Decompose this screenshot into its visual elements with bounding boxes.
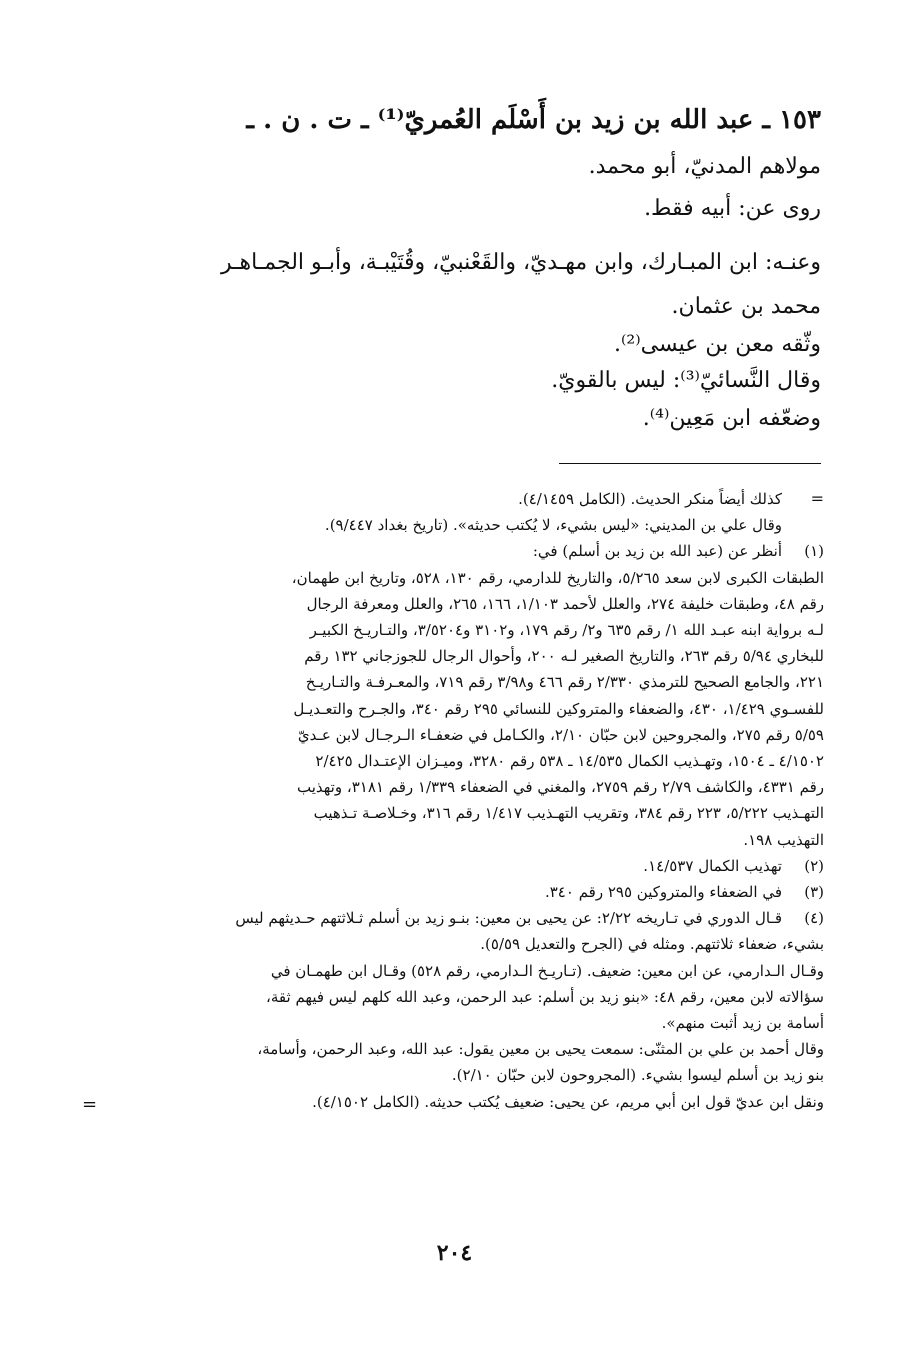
entry-line: وثّقه معن بن عيسى⁽²⁾. bbox=[613, 332, 821, 357]
footnote-line: رقم ٤٣٣١، والكاشف ٢/٧٩ رقم ٢٧٥٩، والمغني في الضعفاء ١/٣٣٩ رقم ٣١٨١، وتهذيب bbox=[296, 778, 824, 797]
footnote-line: ٥/٥٩ رقم ٢٧٥، والمجروحين لابن حبّان ٢/١٠، والكـامل في ضعفـاء الـرجـال لابن عـديّ bbox=[297, 725, 824, 744]
entry-line: وقال النَّسائيّ⁽³⁾: ليس بالقويّ. bbox=[551, 368, 821, 393]
footnote-line: الطبقات الكبرى لابن سعد ٥/٢٦٥، والتاريخ للدارمي، رقم ١٣٠، ٥٢٨، وتاريخ ابن طهمان، bbox=[291, 568, 824, 587]
footnote-number: (١) bbox=[804, 542, 824, 561]
footnote-line: للبخاري ٥/٩٤ رقم ٢٦٣، والتاريخ الصغير لـه ٢٠٠، وأحوال الرجال للجوزجاني ١٣٢ رقم bbox=[304, 647, 824, 666]
footnote-line: سؤالاته لابن معين، رقم ٤٨: «بنو زيد بن أسلم: عبد الرحمن، وعبد الله كلهم ليس فيهم ثقة، bbox=[266, 987, 824, 1006]
footnote-number: (٤) bbox=[804, 909, 824, 928]
footnote-line: كذلك أيضاً منكر الحديث. (الكامل ٤/١٤٥٩). bbox=[518, 490, 782, 508]
footnote-line: وقـال الـدارمي، عن ابن معين: ضعيف. (تـاريـخ الـدارمي، رقم ٥٢٨) وقـال ابن طهمـان في bbox=[270, 961, 824, 980]
footnote-separator bbox=[559, 463, 821, 464]
page-number: ٢٠٤ bbox=[436, 1240, 473, 1266]
footnote-line: ٤/١٥٠٢ ـ ١٥٠٤، وتهـذيب الكمال ١٤/٥٣٥ ـ ٥٣٨ رقم ٣٢٨٠، وميـزان الإعتـدال ٢/٤٢٥ bbox=[315, 752, 824, 771]
entry-line: محمد بن عثمان. bbox=[671, 294, 821, 319]
entry-block bbox=[81, 100, 821, 440]
footnote-line: تهذيب الكمال ١٤/٥٣٧. bbox=[643, 856, 782, 875]
footnote-line: في الضعفاء والمتروكين ٢٩٥ رقم ٣٤٠. bbox=[544, 883, 782, 902]
footnote-line: التهـذيب ٥/٢٢٢، ٢٢٣ رقم ٣٨٤، وتقريب التهـذيب ١/٤١٧ رقم ٣١٦، وخـلاصـة تـذهيب bbox=[313, 804, 824, 823]
entry-line: مولاهم المدنيّ، أبو محمد. bbox=[588, 154, 821, 179]
footnote-line: وقال علي بن المديني: «ليس بشيء، لا يُكتب حديثه». (تاريخ بغداد ٩/٤٤٧). bbox=[324, 516, 782, 535]
entry-heading: ١٥٣ ـ عبد الله بن زيد بن أَسْلَم العُمريّ⁽¹⁾ ـ ت . ن . ـ bbox=[246, 105, 821, 135]
footnote-number: (٢) bbox=[804, 856, 824, 875]
footnote-line: التهذيب ١٩٨. bbox=[743, 830, 824, 849]
footnote-2 bbox=[88, 853, 824, 879]
entry-line: وعنـه: ابن المبـارك، وابن مهـديّ، والقَعْنبيّ، وقُتَيْبـة، وأبـو الجمـاهـر bbox=[220, 250, 821, 275]
footnote-line: أسامة بن زيد أثبت منهم». bbox=[661, 1014, 824, 1033]
footnote-line: بنو زيد بن أسلم ليسوا بشيء. (المجروحون لابن حبّان ٢/١٠). bbox=[451, 1066, 824, 1085]
footnote-3 bbox=[88, 879, 824, 905]
footnote-4 bbox=[82, 905, 824, 1115]
continuation-marker: = bbox=[810, 489, 824, 508]
footnote-line: وقال أحمد بن علي بن المثنّى: سمعت يحيى بن معين يقول: عبد الله، وعبد الرحمن، وأسامة، bbox=[257, 1040, 824, 1059]
footnote-line: للفسـوي ١/٤٢٩، ٤٣٠، والضعفاء والمتروكين للنسائي ٢٩٥ رقم ٣٤٠، والجـرح والتعـديـل bbox=[293, 699, 824, 718]
footnote-line: لـه برواية ابنه عبـد الله ١/ رقم ٦٣٥ و٢/ رقم ١٧٩، و٣١٠٢ و٣/٥٢٠٤، والتـاريـخ الكبيـر bbox=[309, 621, 824, 640]
footnote-line: بشيء، ضعفاء ثلاثتهم. ومثله في (الجرح والتعديل ٥/٥٩). bbox=[480, 935, 824, 954]
footnotes bbox=[82, 486, 824, 1115]
footnote-line: ونقل ابن عديّ قول ابن أبي مريم، عن يحيى: ضعيف يُكتب حديثه. (الكامل ٤/١٥٠٢). bbox=[312, 1092, 824, 1111]
footnote-continuation bbox=[88, 486, 824, 538]
footnote-line: قـال الدوري في تـاريخه ٢/٢٢: عن يحيى بن معين: بنـو زيد بن أسلم ثـلاثتهم حـديثهم ليس bbox=[235, 909, 782, 928]
footnote-line: أنظر عن (عبد الله بن زيد بن أسلم) في: bbox=[532, 542, 782, 561]
footnote-line: رقم ٤٨، وطبقات خليفة ٢٧٤، والعلل لأحمد ١/١٠٣، ١٦٦، ٢٦٥، والعلل ومعرفة الرجال bbox=[306, 594, 824, 613]
entry-line: وضعّفه ابن مَعِين⁽⁴⁾. bbox=[642, 406, 821, 431]
continuation-marker-end: = bbox=[82, 1093, 98, 1115]
footnote-line: ٢٢١، والجامع الصحيح للترمذي ٢/٣٣٠ رقم ٤٦٦ و٣/٩٨ رقم ٧١٩، والمعـرفـة والتـاريـخ bbox=[305, 673, 824, 692]
footnote-1 bbox=[88, 538, 824, 852]
entry-line: روى عن: أبيه فقط. bbox=[644, 196, 821, 221]
footnote-number: (٣) bbox=[804, 883, 824, 902]
